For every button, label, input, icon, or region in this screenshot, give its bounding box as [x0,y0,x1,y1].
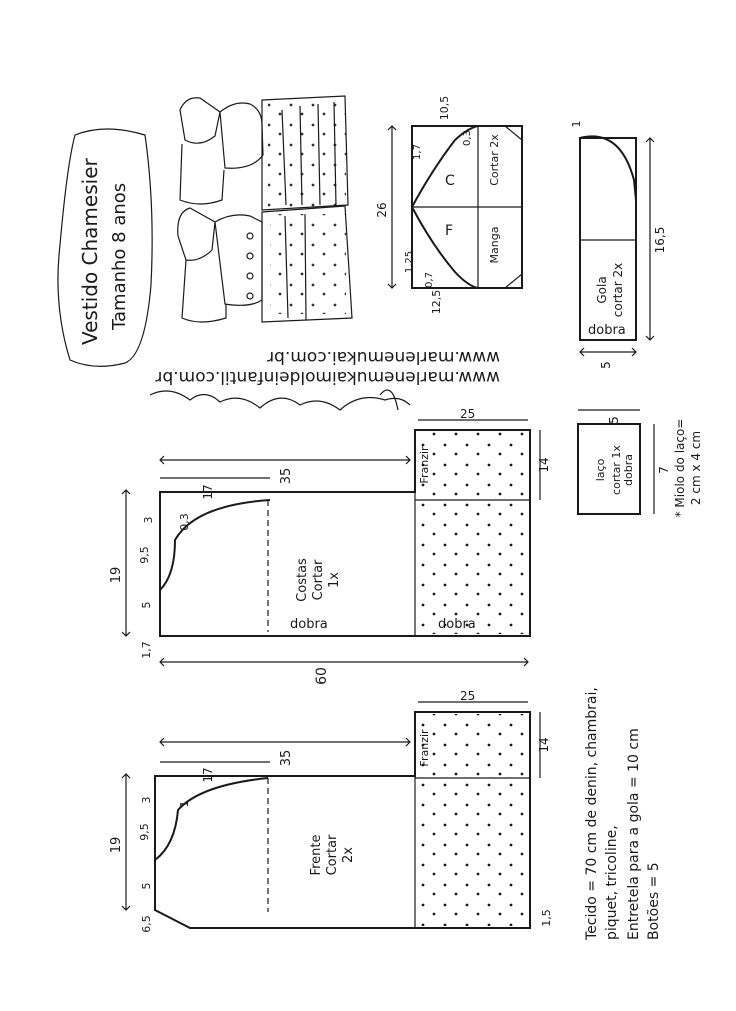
back-name: Costas [295,558,310,602]
back-length: 35 [279,467,294,485]
collar-length: 16,5 [653,226,667,254]
note-buttons: Botões = 5 [646,862,662,940]
title-block [58,129,152,366]
collar-width: 5 [599,361,613,369]
front-shoulder: 17 [201,767,215,783]
back-cut: Cortar [311,559,326,601]
front-skirt-width: 25 [460,689,476,703]
sleeve-cut: Cortar 2x [488,134,501,186]
collar-rise: 1 [570,120,583,128]
front-skirt-hem: 1,5 [540,909,553,927]
back-neck-extra: 0,3 [178,513,191,531]
front-skirt-offset: 14 [537,737,551,753]
collar-cut: cortar 2x [611,262,625,318]
collar-fold: dobra [588,323,626,338]
note-fabric: Tecido = 70 cm de denin, chambrai, [584,687,600,940]
sleeve-c: C [445,173,455,189]
front-pattern [109,689,553,933]
front-name: Frente [309,834,324,876]
note-fabric2: piquet, tricoline, [604,825,620,940]
front-bust: 19 [109,836,124,854]
front-neck-width: 9,5 [138,823,151,841]
front-cut: Cortar [325,834,340,876]
front-armhole: 5 [140,882,153,890]
bow-width: 5 [607,416,621,424]
signature [150,390,410,410]
bow-cut: cortar 1x [610,445,623,495]
sleeve-curve-bottom2: 0,7 [424,272,435,288]
front-hem-offset: 6,5 [140,915,153,933]
back-qty: 1x [327,572,342,588]
note-interfacing: Entretela para a gola = 10 cm [626,728,642,940]
front-gather: Franzir [418,729,431,767]
sleeve-name: Manga [488,226,501,264]
back-gather: Franzir [418,446,431,484]
bow-pattern [578,410,703,517]
back-skirt-offset: 14 [537,457,551,473]
collar-pattern [570,121,667,369]
front-qty: 2x [341,847,356,863]
bow-length: 7 [657,466,671,474]
bow-note: * Miolo do laço= [673,418,687,518]
website-2: www.marlenemukaimoldeinfantil.com.br [155,367,500,387]
title-line1: Vestido Chamesier [78,158,102,345]
sleeve-pattern [375,96,522,315]
total-length: 60 [314,667,330,685]
back-shoulder: 17 [201,484,215,500]
back-neck-width: 9,5 [138,546,151,564]
back-bust: 19 [109,566,124,584]
bow-fold: dobra [622,454,635,486]
sleeve-f: F [445,223,454,239]
front-length: 35 [279,749,294,767]
front-neck-depth: 3 [140,796,153,804]
sleeve-curve-top2: 0,3 [462,130,473,146]
bow-note-size: 2 cm x 4 cm [689,430,703,506]
sleeve-bottom-offset: 12,5 [430,289,443,315]
back-skirt-width: 25 [460,407,476,421]
dress-illustration-front [178,206,352,322]
back-fold: dobra [290,617,328,632]
notes-block [584,687,662,941]
total-length-dimension [160,658,528,685]
title-line2: Tamanho 8 anos [109,182,130,330]
bow-name: laço [594,458,607,482]
front-neck-extra: 1 [178,800,191,808]
back-hem-offset: 1,7 [140,641,153,659]
website-1: www.marlenemukai.com.br [267,347,500,367]
sleeve-top-offset: 10,5 [438,95,451,121]
sleeve-curve-top: 1,7 [412,144,423,160]
back-neck-depth: 3 [142,516,155,524]
websites-block [155,347,500,387]
back-armhole: 5 [140,601,153,609]
dress-illustration-back [180,96,348,210]
sleeve-height: 26 [375,202,389,218]
collar-name: Gola [595,276,609,304]
skirt-back-fold: dobra [438,617,476,632]
sleeve-curve-bottom: 1,25 [404,250,415,274]
back-pattern [109,407,551,659]
